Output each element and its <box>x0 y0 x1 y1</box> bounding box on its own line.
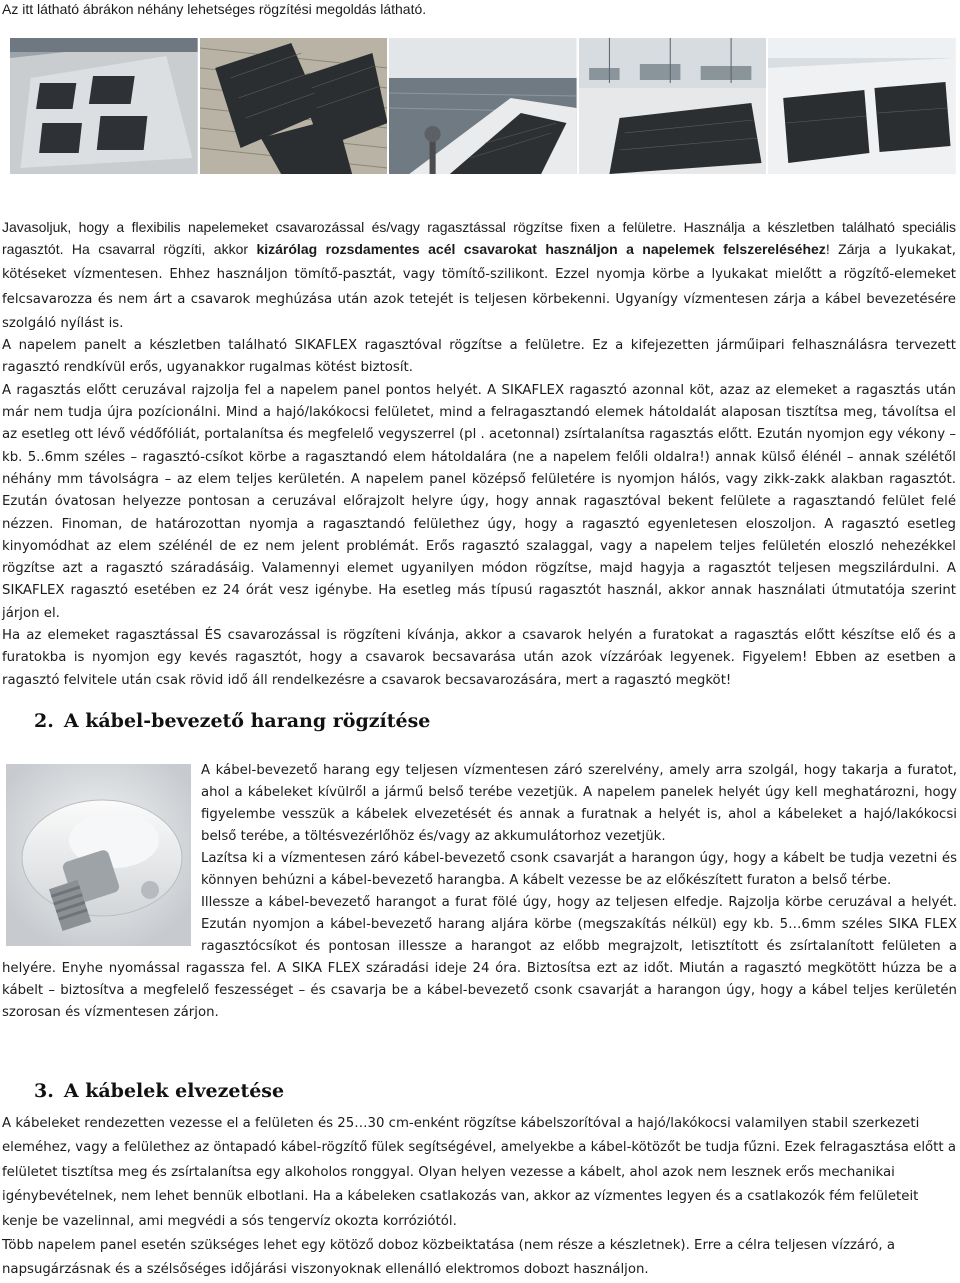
section-3-paragraph-1: A kábeleket rendezetten vezesse el a felületen és 25…30 cm-enként rögzítse kábelszorítóval a hajó/lakókocsi valamilyen stabil szerkezeti eleméhez, vagy a felülethez az öntapadó kábel-rögzítő fülek segítségével, amelyekbe a kábel-kötözőt be tudja fűzni. Ezek felragasztása előtt a felületet tisztítsa meg és zsírtalanítsa egy alkoholos ronggyal. Olyan helyen vezesse a kábelt, ahol azok nem lesznek erős mechanikai igénybevételnek, nem lehet bennük elbotlani. Ha a kábeleken csatlakozás van, akkor az vízmentes legyen és a csatlakozók fém felületeit kenje be vazelinnal, ami megvédi a sós tengervíz okozta korróziótól. <box>2 1116 956 1229</box>
photo-sailboat-bow <box>389 38 577 174</box>
para1-text-c: ! Zárja <box>825 241 871 257</box>
section-2-number: 2. <box>34 710 54 732</box>
section-2-heading <box>34 710 430 732</box>
paragraph-glue-and-screw: Ha az elemeket ragasztással ÉS csavarozással is rögzíteni kívánja, akkor a csavarok helyén a furatokat a ragasztás előtt készítse elő és a furatokba is nyomjon egy kevés ragasztót, hogy a csavarok becsavarása után azok vízzáróak legyenek. Figyelem! Ebben az esetben a ragasztó felvitele után csak rövid idő áll rendelkezésre a csavarok becsavarozására, mert a ragasztó megköt! <box>2 628 956 688</box>
section-2-paragraph-3: Illessze a kábel-bevezető harangot a furat fölé úgy, hogy az teljesen elfedje. Rajzolja körbe ceruzával a helyét. Ezután nyomjon a kábel-bevezető harang aljára körbe (megszakítás nélkül) egy kb. 5…6mm széles SIKA FLEX ragasztócsíkot és pontosan illessze a harangot az előbb megrajzolt, letisztított és zsírtalanított felületen a helyére. Enyhe nyomással ragassza fel. A SIKA FLEX száradási ideje 24 óra. Biztosítsa ezt az időt. Miután a ragasztó megkötött húzza be a kábelt – biztosítva a megfelelő feszességet – és csavarja be a kábel-bevezető csonk csavarját a harangon úgy, hogy a kábel teljes kerületén szorosan és vízmentesen zárjon. <box>2 895 957 1020</box>
photo-motorhome-roof <box>768 38 956 174</box>
paragraph-sikaflex: A napelem panelt a készletben található SIKAFLEX ragasztóval rögzítse a felületre. Ez a kifejezetten járműipari felhasználásra tervezett ragasztó rendkívül erős, ugyanakkor rugalmas kötést biztosít. <box>2 338 956 376</box>
photo-strip <box>10 38 956 174</box>
section-2-paragraph-1: A kábel-bevezető harang egy teljesen vízmentesen záró szerelvény, amely arra szolgál, hogy takarja a furatot, ahol a kábeleket kívülről a jármű belső terébe vezetjük. A napelem panelek helyét úgy kell meghatározni, hogy figyelembe vesszük a kábelek elvezetését és annak a furatnak a helyét is, ahol a kábeleket a hajó/lakókocsi belső terébe, a töltésvezérlőhöz és/vagy az akkumulátorhoz vezetjük. <box>201 763 957 844</box>
photo-teak-deck-panels <box>200 38 388 174</box>
section-3-paragraph-2: Több napelem panel esetén szükséges lehet egy kötöző doboz közbeiktatása (nem része a készletnek). Erre a célra teljesen vízzáró, a napsugárzásnak és a szélsőséges időjárási viszonyoknak ellenálló elektromos dobozt használjon. <box>2 1238 895 1278</box>
cable-entry-gland-image <box>2 760 195 950</box>
intro-text: Az itt látható ábrákon néhány lehetséges rögzítési megoldás látható. <box>2 1 427 17</box>
section-2-title: A kábel-bevezető harang rögzítése <box>63 710 431 732</box>
photo-boat-deck-panels <box>10 38 198 174</box>
section-3-number: 3. <box>34 1080 54 1102</box>
section-3-body <box>2 1112 957 1283</box>
para1-text-a: Javasoljuk, hogy a flexibilis napelemeket csavarozással és/vagy ragasztással rögzítse fixen a felületre. Használja a készletben található speciális ragasztót. Ha csavarral rögzíti, akkor <box>2 219 956 257</box>
section-2-paragraph-2: Lazítsa ki a vízmentesen záró kábel-bevezető csonk csavarját a harangon úgy, hogy a kábelt be tudja vezetni és könnyen behúzni a kábel-bevezető harangba. A kábelt vezesse be az előkészített furaton a belső térbe. <box>201 851 957 888</box>
section-2-body <box>2 760 957 1024</box>
paragraph-gluing-steps: A ragasztás előtt ceruzával rajzolja fel a napelem panel pontos helyét. A SIKAFLEX ragasztó azonnal köt, azaz az elemeket a ragasztás után már nem tudja újra pozícionálni. Mind a hajó/lakókocsi felületet, mind a felragasztandó elemek hátoldalát alaposan tisztítsa meg, távolítsa el az esetleg ott lévő védőfóliát, portalanítsa és megfelelő vegyszerrel (pl . acetonnal) zsírtalanítsa ragasztás előtt. Ezután nyomjon egy vékony – kb. 5..6mm széles – ragasztó-csíkot körbe a ragasztandó elem hátoldalára (ne a napelem felőli oldalra!) annak külső élénél – annak szélétől néhány mm távolságra – az elem teljes kerületén. A napelem panel középső felületére is nyomjon hálós, vagy zikk-zakk alakban ragasztót. Ezután óvatosan helyezze pontosan a ceruzával előrajzolt helyre úgy, hogy annak ragasztóval bekent felülete a ragasztandó felület felé nézzen. Finoman, de határozottan nyomja a ragasztandó felülethez úgy, hogy a ragasztó egyenletesen eloszoljon. A ragasztó esetleg kinyomódhat az elem szélénél de ez nem jelent problémát. Erős ragasztó szalaggal, vagy a napelem teljes felületén eloszló nehezékkel rögzítse azt a ragasztó száradásáig. Valamennyi elemet ugyanilyen módon rögzítse, majd hagyja a ragasztót teljesen megszilárdulni. A SIKAFLEX ragasztó esetében ez 24 órát vesz igénybe. Ha esetleg más típusú ragasztót használ, akkor annak használati útmutatója szerint járjon el. <box>2 382 956 621</box>
para1-bold: kizárólag rozsdamentes acél csavarokat használjon a napelemek felszereléséhez <box>256 241 826 257</box>
para1-text-d: a lyukakat, kötéseket vízmentesen. Ehhez használjon tömítő-pasztát, vagy tömítő-szilikont. Ezzel nyomja körbe a lyukakat mielőtt a rögzítő-elemeket felcsavarozza és nem árt a csavarok meghúzása után azok tetejét is teljesen körbekenni. Ugyanígy vízmentesen zárja a kábel bevezetésére szolgáló nyílást is. <box>2 243 956 331</box>
photo-marina-panel <box>579 38 767 174</box>
section-3-heading <box>34 1080 284 1102</box>
section-3-title: A kábelek elvezetése <box>63 1080 285 1102</box>
paragraph-fixing-intro <box>2 216 956 692</box>
